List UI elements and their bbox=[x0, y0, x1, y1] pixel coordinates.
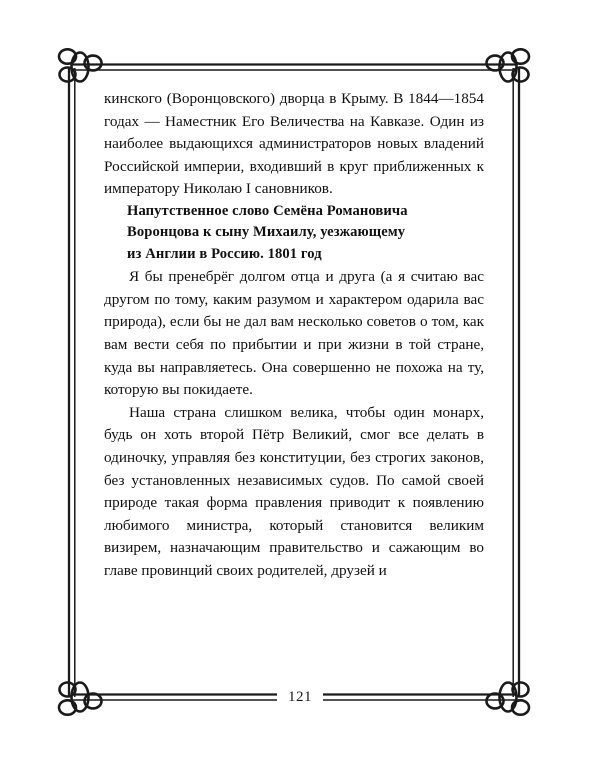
body-paragraph-2: Наша страна слишком велика, чтобы один монарх, будь он хоть второй Пётр Великий, смог все делать в одиночку, управляя без конституции, без строгих законов, без установленных независимых судов. По самой своей природе такая форма правления приводит к появлению любимого министра, который становится великим визирем, назначающим правительство и сажающим во главе провинций своих родителей, друзей и bbox=[104, 403, 484, 579]
heading-line-2: Воронцова к сыну Михаилу, уезжающему bbox=[127, 224, 406, 241]
heading-line-1: Напутственное слово Семёна Романовича bbox=[127, 202, 408, 219]
text-column bbox=[104, 88, 484, 583]
corner-ornament-top-left bbox=[59, 49, 102, 81]
corner-ornament-top-right bbox=[487, 49, 530, 81]
heading-line-3: из Англии в Россию. 1801 год bbox=[127, 245, 322, 262]
section-heading bbox=[104, 201, 484, 265]
continued-paragraph: кинского (Воронцовского) дворца в Крыму. В 1844—1854 годах — Наместник Его Величества на Кавказе. Один из наиболее выдающихся администраторов новых владений Российской империи, входивший в круг приближенных к императору Николаю I сановников. bbox=[104, 90, 484, 198]
page-number: 121 bbox=[288, 689, 312, 705]
body-paragraph-1: Я бы пренебрёг долгом отца и друга (а я считаю вас другом по тому, каким разумом и характером одарила вас природа), если бы не дал вам несколько советов о том, как вам вести себя по прибытии и при жизни в той стране, куда вы направляетесь. Она совершенно не похожа на ту, которую вы покидаете. bbox=[104, 268, 484, 399]
